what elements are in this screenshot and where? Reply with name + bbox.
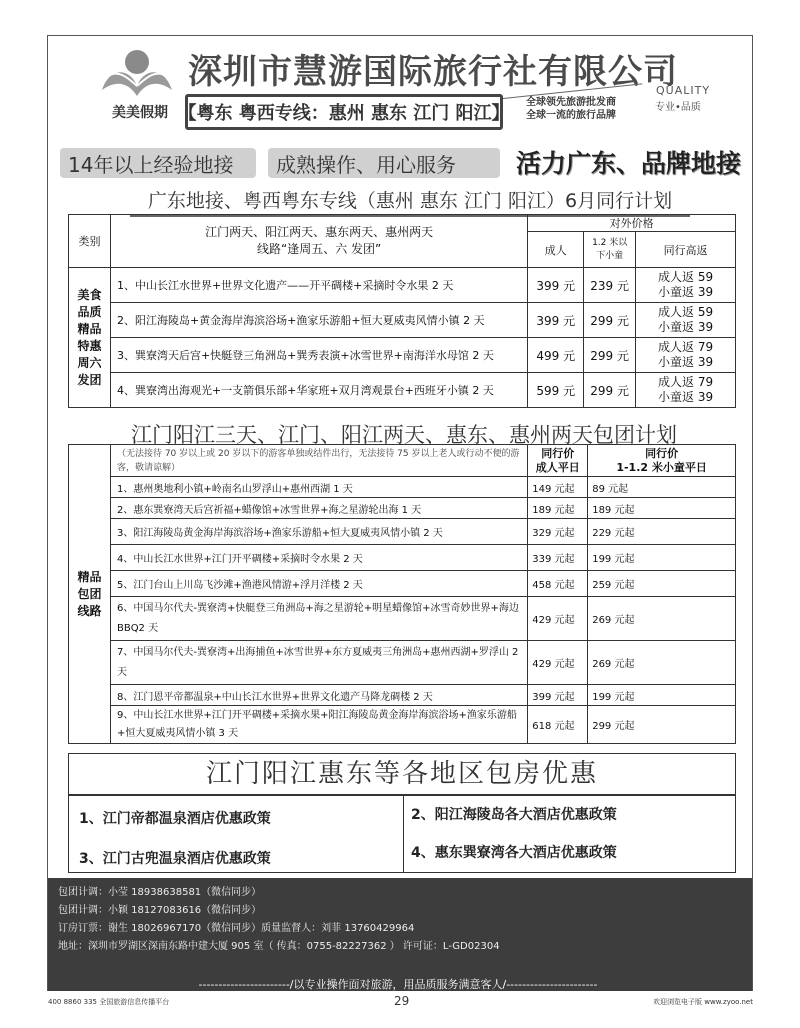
header-slogans — [526, 96, 616, 122]
child-price: 269 元起 — [588, 597, 736, 641]
adult-price: 399 元起 — [528, 685, 588, 706]
child-price: 239 元 — [584, 268, 636, 303]
contact-line: 包团计调：小莹 18938638581（微信同步） — [58, 887, 262, 898]
table-row — [69, 303, 736, 338]
child-header-line-2: 下小童 — [596, 250, 624, 261]
footer-website: 欢迎浏览电子版 www.zyoo.net — [653, 998, 753, 1006]
hotel-policy-4: 4、惠东巽寮湾各大酒店优惠政策 — [411, 845, 617, 861]
child-price-header — [588, 445, 736, 477]
route-cell: 3、巽寮湾天后宫+快艇登三角洲岛+巽秀表演+冰雪世界+南海洋水母馆 2 天 — [110, 338, 527, 373]
plan-title: 广东地接、粤西粤东专线（惠州 惠东 江门 阳江）6月同行计划 — [130, 186, 690, 217]
adult-price: 618 元起 — [528, 706, 588, 744]
rebate-header: 同行高返 — [636, 232, 736, 268]
company-logo — [96, 46, 178, 102]
rebate-child: 小童返 39 — [658, 285, 714, 299]
rebate-cell — [636, 338, 736, 373]
adult-header-line-1: 同行价 — [541, 446, 575, 460]
group-tour-title: 江门阳江三天、江门、阳江两天、惠东、惠州两天包团计划 — [84, 419, 724, 449]
adult-header: 成人 — [528, 232, 584, 268]
table-row — [69, 706, 736, 744]
route-cell: 3、阳江海陵岛黄金海岸海滨浴场+渔家乐游船+恒大夏威夷风情小镇 2 天 — [110, 519, 527, 545]
rebate-cell — [636, 268, 736, 303]
service-pill: 成熟操作、用心服务 — [268, 148, 500, 178]
category-cell: 美食品质精品特惠周六发团 — [69, 268, 111, 408]
table-row — [69, 477, 736, 498]
child-price: 189 元起 — [588, 498, 736, 519]
slogan-2: 全球一流的旅行品牌 — [526, 110, 616, 121]
rebate-child: 小童返 39 — [658, 390, 714, 404]
adult-price: 339 元起 — [528, 545, 588, 571]
experience-pill: 14年以上经验地接 — [60, 148, 256, 178]
footer-hotline: 400 8860 335 全国旅游信息传播平台 — [48, 998, 170, 1006]
adult-price: 399 元 — [528, 268, 584, 303]
rebate-child: 小童返 39 — [658, 320, 714, 334]
company-name: 深圳市慧游国际旅行社有限公司 — [188, 52, 678, 92]
table-row — [69, 545, 736, 571]
adult-price: 189 元起 — [528, 498, 588, 519]
route-cell: 1、中山长江水世界+世界文化遗产——开平碉楼+采摘时令水果 2 天 — [110, 268, 527, 303]
adult-price: 399 元 — [528, 303, 584, 338]
child-price: 299 元 — [584, 373, 636, 408]
rebate-adult: 成人返 59 — [658, 270, 714, 284]
adult-price: 599 元 — [528, 373, 584, 408]
adult-price: 329 元起 — [528, 519, 588, 545]
child-price: 299 元 — [584, 338, 636, 373]
child-header-line-1: 同行价 — [645, 446, 679, 460]
rebate-adult: 成人返 79 — [658, 340, 714, 354]
child-header-line-1: 1.2 米以 — [592, 237, 628, 248]
hotel-policies — [68, 795, 736, 873]
adult-price-header — [528, 445, 588, 477]
route-cell: 1、惠州奥地利小镇+岭南名山罗浮山+惠州西湖 1 天 — [110, 477, 527, 498]
age-note: （无法接待 70 岁以上或 20 岁以下的游客单独或结件出行，无法接待 75 岁以上老人或行动不便的游客，敬请谅解） — [110, 445, 527, 477]
route-cell: 9、中山长江水世界+江门开平碉楼+采摘水果+阳江海陵岛黄金海岸海滨浴场+渔家乐游船+恒大夏威夷风情小镇 3 天 — [110, 706, 527, 744]
room-discount-title: 江门阳江惠东等各地区包房优惠 — [68, 753, 736, 795]
table-row — [69, 498, 736, 519]
contact-info — [48, 878, 752, 991]
route-header-line-2: 线路“逢周五、六 发团” — [256, 242, 382, 256]
rebate-cell — [636, 373, 736, 408]
adult-price: 149 元起 — [528, 477, 588, 498]
route-cell: 4、中山长江水世界+江门开平碉楼+采摘时令水果 2 天 — [110, 545, 527, 571]
rebate-cell — [636, 303, 736, 338]
hotel-policy-3: 3、江门古兜温泉酒店优惠政策 — [79, 851, 271, 867]
route-cell: 2、阳江海陵岛+黄金海岸海滨浴场+渔家乐游船+恒大夏威夷风情小镇 2 天 — [110, 303, 527, 338]
route-banner: 【粤东 粤西专线：惠州 惠东 江门 阳江】 — [185, 94, 503, 130]
route-cell: 7、中国马尔代夫-巽寮湾+出海捕鱼+冰雪世界+东方夏威夷三角洲岛+惠州西湖+罗浮山 2 天 — [110, 641, 527, 685]
slogan-1: 全球领先旅游批发商 — [526, 97, 616, 108]
route-cell: 4、巽寮湾出海观光+一支箭俱乐部+华家班+双月湾观景台+西班牙小镇 2 天 — [110, 373, 527, 408]
hotel-divider — [403, 796, 404, 872]
price-header: 对外价格 — [528, 215, 736, 232]
route-cell: 5、江门台山上川岛飞沙滩+渔港风情游+浮月洋楼 2 天 — [110, 571, 527, 597]
route-cell: 2、惠东巽寮湾天后宫祈福+蜡像馆+冰雪世界+海之星游轮出海 1 天 — [110, 498, 527, 519]
route-cell: 6、中国马尔代夫-巽寮湾+快艇登三角洲岛+海之星游轮+明星蜡像馆+冰雪奇妙世界+海边 BBQ2 天 — [110, 597, 527, 641]
table-row — [69, 571, 736, 597]
table-row — [69, 373, 736, 408]
adult-price: 429 元起 — [528, 641, 588, 685]
hotel-policy-2: 2、阳江海陵岛各大酒店优惠政策 — [411, 807, 617, 823]
quality-label: QUALITY — [656, 84, 711, 97]
table-row — [69, 338, 736, 373]
rebate-child: 小童返 39 — [658, 355, 714, 369]
route-header — [110, 215, 527, 268]
table-row — [69, 268, 736, 303]
category-cell: 精品包团线路 — [69, 445, 111, 744]
adult-price: 429 元起 — [528, 597, 588, 641]
quality-cn: 专业•品质 — [655, 102, 701, 113]
adult-price: 499 元 — [528, 338, 584, 373]
group-tours-table — [68, 444, 736, 744]
child-price: 229 元起 — [588, 519, 736, 545]
weekend-tours-table — [68, 214, 736, 408]
hotel-policy-1: 1、江门帝都温泉酒店优惠政策 — [79, 811, 271, 827]
adult-header-line-2: 成人平日 — [535, 460, 580, 474]
child-price: 299 元起 — [588, 706, 736, 744]
flyer-sheet — [47, 35, 753, 991]
brand-slogan: 活力广东、品牌地接 — [516, 149, 742, 178]
rebate-adult: 成人返 79 — [658, 375, 714, 389]
contact-line: 订房订票：谢生 18026967170（微信同步）质量监督人：刘菲 13760429964 — [58, 923, 415, 934]
child-price: 199 元起 — [588, 685, 736, 706]
child-price: 89 元起 — [588, 477, 736, 498]
page-number: 29 — [394, 994, 410, 1008]
table-row — [69, 519, 736, 545]
route-cell: 8、江门恩平帝都温泉+中山长江水世界+世界文化遗产马降龙碉楼 2 天 — [110, 685, 527, 706]
adult-price: 458 元起 — [528, 571, 588, 597]
child-price: 259 元起 — [588, 571, 736, 597]
rebate-adult: 成人返 59 — [658, 305, 714, 319]
child-header — [584, 232, 636, 268]
company-motto: -----------------------/以专业操作面对旅游，用品质服务满意客人/----------------------- — [198, 978, 598, 991]
child-price: 199 元起 — [588, 545, 736, 571]
table-row — [69, 641, 736, 685]
table-row — [69, 597, 736, 641]
child-header-line-2: 1-1.2 米小童平日 — [616, 460, 707, 474]
child-price: 299 元 — [584, 303, 636, 338]
brand-name: 美美假期 — [112, 105, 168, 121]
contact-line: 包团计调：小颖 18127083616（微信同步） — [58, 905, 262, 916]
route-header-line-1: 江门两天、阳江两天、惠东两天、惠州两天 — [205, 225, 434, 239]
child-price: 269 元起 — [588, 641, 736, 685]
category-header: 类别 — [69, 215, 111, 268]
table-row — [69, 685, 736, 706]
contact-line: 地址：深圳市罗湖区深南东路中建大厦 905 室（ 传真：0755-82227362 ） 许可证：L-GD02304 — [58, 941, 500, 952]
